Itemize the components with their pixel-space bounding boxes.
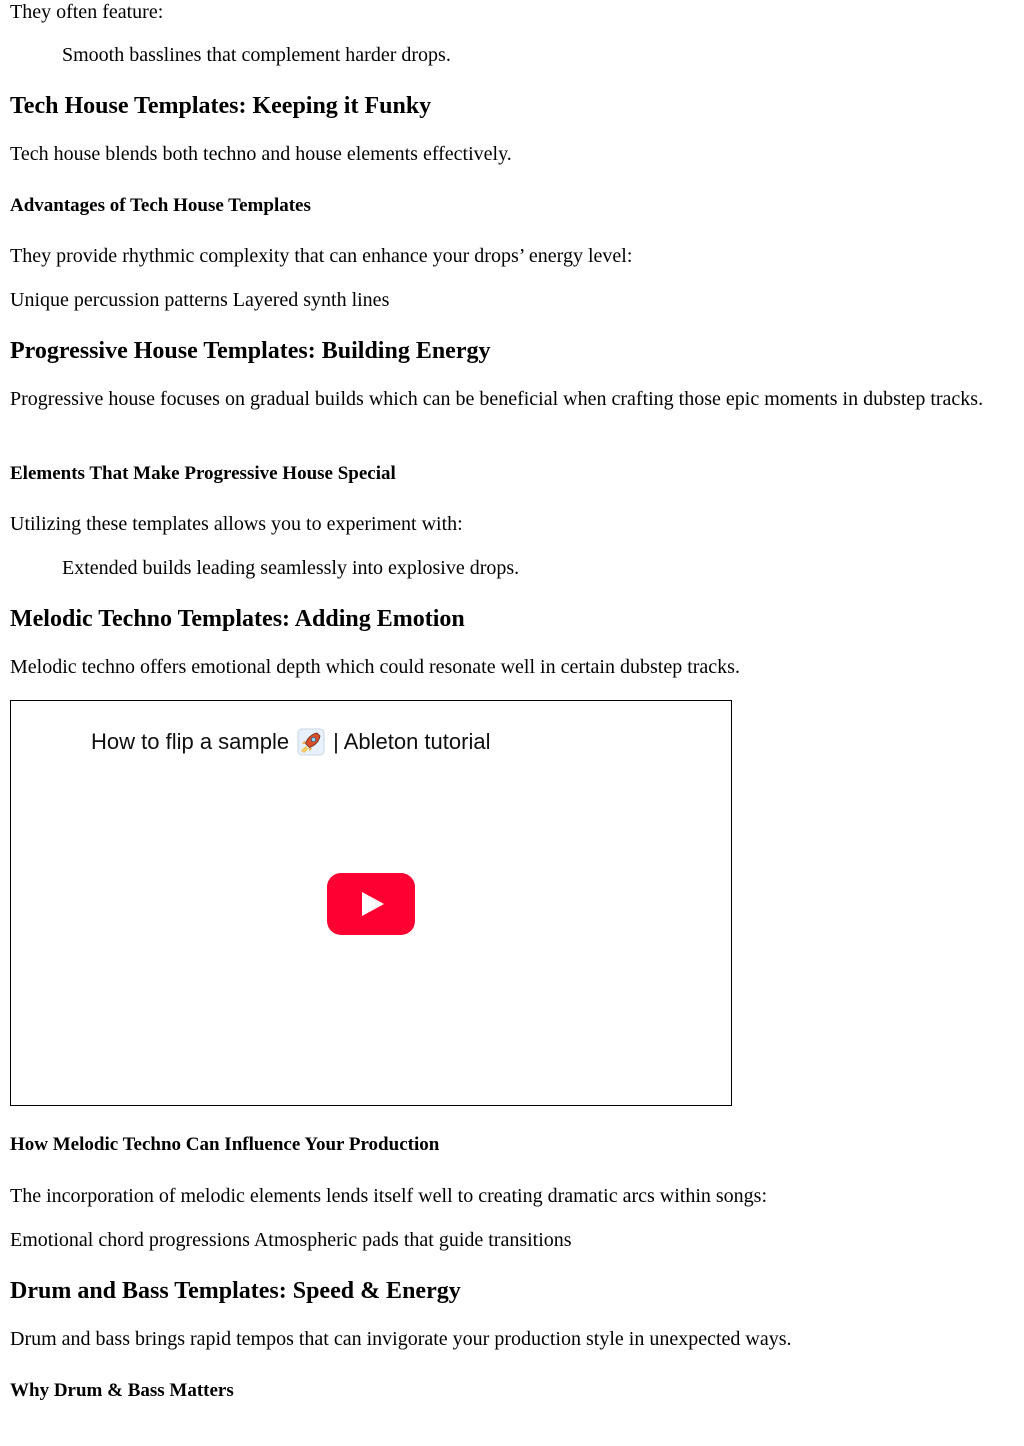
paragraph-tech-house: Tech house blends both techno and house elements effectively.: [10, 143, 512, 165]
heading-drum-and-bass: Drum and Bass Templates: Speed & Energy: [10, 1278, 461, 1304]
indented-item-builds: Extended builds leading seamlessly into explosive drops.: [62, 557, 520, 579]
indented-item-basslines: Smooth basslines that complement harder drops.: [62, 44, 451, 66]
heading-dnb-matters: Why Drum & Bass Matters: [10, 1380, 234, 1401]
paragraph-melodic-influence: The incorporation of melodic elements lends itself well to creating dramatic arcs within songs:: [10, 1185, 768, 1207]
video-embed[interactable]: [10, 700, 732, 1106]
heading-progressive-house: Progressive House Templates: Building Energy: [10, 338, 491, 364]
list-melodic-techno: Emotional chord progressions Atmospheric pads that guide transitions: [10, 1229, 572, 1251]
heading-advantages-tech-house: Advantages of Tech House Templates: [10, 195, 311, 216]
paragraph-progressive-house: Progressive house focuses on gradual builds which can be beneficial when crafting those epic moments in dubstep tracks.: [10, 388, 984, 410]
video-title[interactable]: [91, 728, 490, 756]
video-title-suffix: | Ableton tutorial: [333, 729, 491, 754]
heading-melodic-influence: How Melodic Techno Can Influence Your Production: [10, 1134, 440, 1155]
heading-melodic-techno: Melodic Techno Templates: Adding Emotion: [10, 606, 465, 632]
list-tech-house: Unique percussion patterns Layered synth lines: [10, 289, 390, 311]
paragraph-drum-and-bass: Drum and bass brings rapid tempos that can invigorate your production style in unexpected ways.: [10, 1328, 792, 1350]
youtube-play-icon[interactable]: [327, 873, 415, 935]
paragraph-utilizing: Utilizing these templates allows you to experiment with:: [10, 513, 463, 535]
heading-elements-progressive: Elements That Make Progressive House Special: [10, 463, 396, 484]
video-title-text: How to flip a sample: [91, 729, 290, 754]
paragraph-melodic-techno: Melodic techno offers emotional depth which could resonate well in certain dubstep tracks.: [10, 656, 740, 678]
rocket-icon: [297, 728, 325, 756]
heading-tech-house: Tech House Templates: Keeping it Funky: [10, 93, 432, 119]
paragraph-advantages-tech-house: They provide rhythmic complexity that can enhance your drops’ energy level:: [10, 245, 633, 267]
intro-line: They often feature:: [10, 1, 164, 23]
